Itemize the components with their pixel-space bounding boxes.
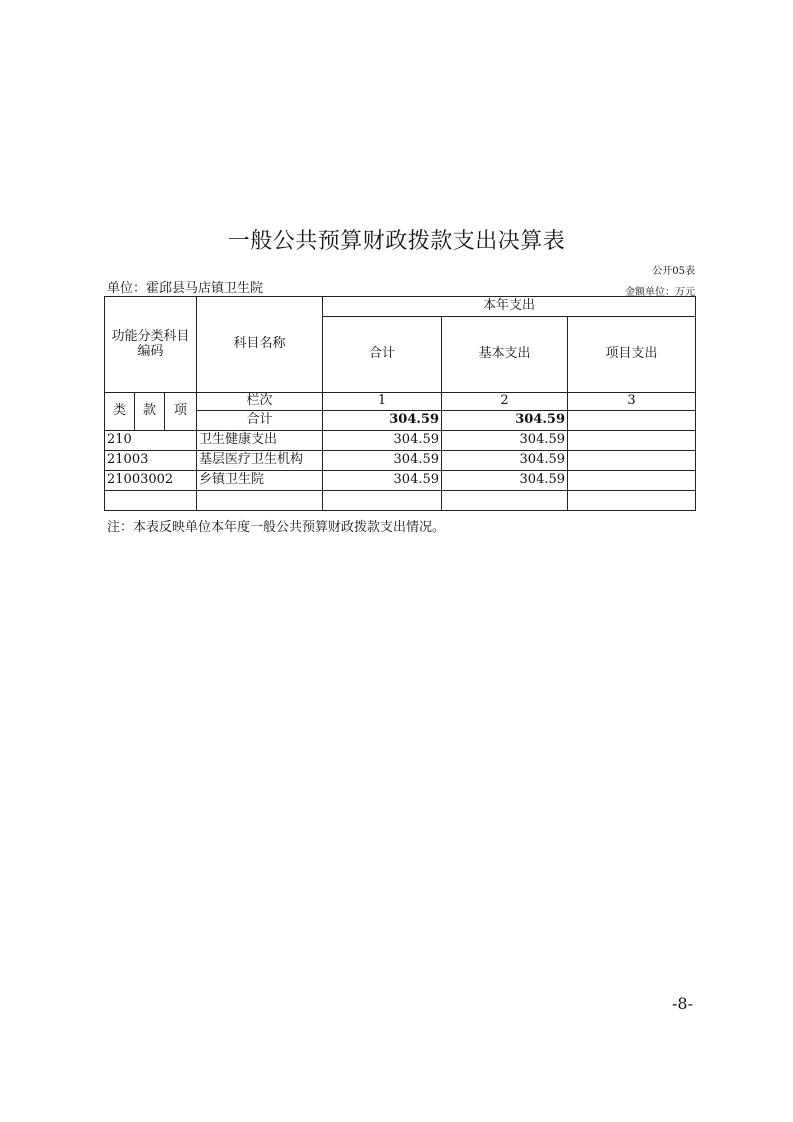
- row-code: 21003: [105, 451, 197, 471]
- row-code: 210: [105, 431, 197, 451]
- form-code: 公开05表: [652, 266, 695, 277]
- row-total: 304.59: [323, 451, 442, 471]
- page-title: 一般公共预算财政拨款支出决算表: [227, 229, 566, 254]
- table-row: [105, 431, 696, 451]
- header-subject-name: 科目名称: [197, 297, 323, 393]
- row-total: 304.59: [323, 431, 442, 451]
- header-current-year: 本年支出: [323, 297, 696, 317]
- header-project: 项目支出: [568, 317, 696, 393]
- row-code: 21003002: [105, 471, 197, 491]
- col-index-2: 2: [442, 393, 568, 411]
- page-number: -8-: [672, 994, 693, 1013]
- row-name: 乡镇卫生院: [197, 471, 323, 491]
- total-amount: 304.59: [323, 411, 442, 431]
- row-name: 卫生健康支出: [197, 431, 323, 451]
- row-basic: 304.59: [442, 451, 568, 471]
- amount-unit: 金额单位：万元: [625, 287, 695, 298]
- row-total: 304.59: [323, 471, 442, 491]
- row-project: [568, 451, 696, 471]
- table-row: [105, 471, 696, 491]
- header-row-1: [105, 297, 696, 317]
- row-name: 基层医疗卫生机构: [197, 451, 323, 471]
- empty-cell: [197, 491, 323, 511]
- header-xiang: 项: [165, 393, 197, 431]
- col-index-3: 3: [568, 393, 696, 411]
- row-basic: 304.59: [442, 431, 568, 451]
- row-project: [568, 431, 696, 451]
- header-basic: 基本支出: [442, 317, 568, 393]
- header-lei: 类: [105, 393, 135, 431]
- col-index-1: 1: [323, 393, 442, 411]
- total-project: [568, 411, 696, 431]
- unit-label: 单位：霍邱县马店镇卫生院: [107, 281, 264, 296]
- table-note: 注：本表反映单位本年度一般公共预算财政拨款支出情况。: [107, 520, 446, 535]
- table-row: [105, 451, 696, 471]
- header-lanci: 栏次: [197, 393, 323, 411]
- empty-row: [105, 491, 696, 511]
- header-total: 合计: [323, 317, 442, 393]
- empty-cell: [442, 491, 568, 511]
- empty-cell: [568, 491, 696, 511]
- column-index-row: [105, 393, 696, 411]
- row-project: [568, 471, 696, 491]
- row-basic: 304.59: [442, 471, 568, 491]
- expenditure-table: [104, 296, 696, 511]
- total-basic: 304.59: [442, 411, 568, 431]
- total-label: 合计: [197, 411, 323, 431]
- header-kuan: 款: [135, 393, 165, 431]
- header-func-code: 功能分类科目编码: [105, 297, 197, 393]
- empty-cell: [105, 491, 197, 511]
- empty-cell: [323, 491, 442, 511]
